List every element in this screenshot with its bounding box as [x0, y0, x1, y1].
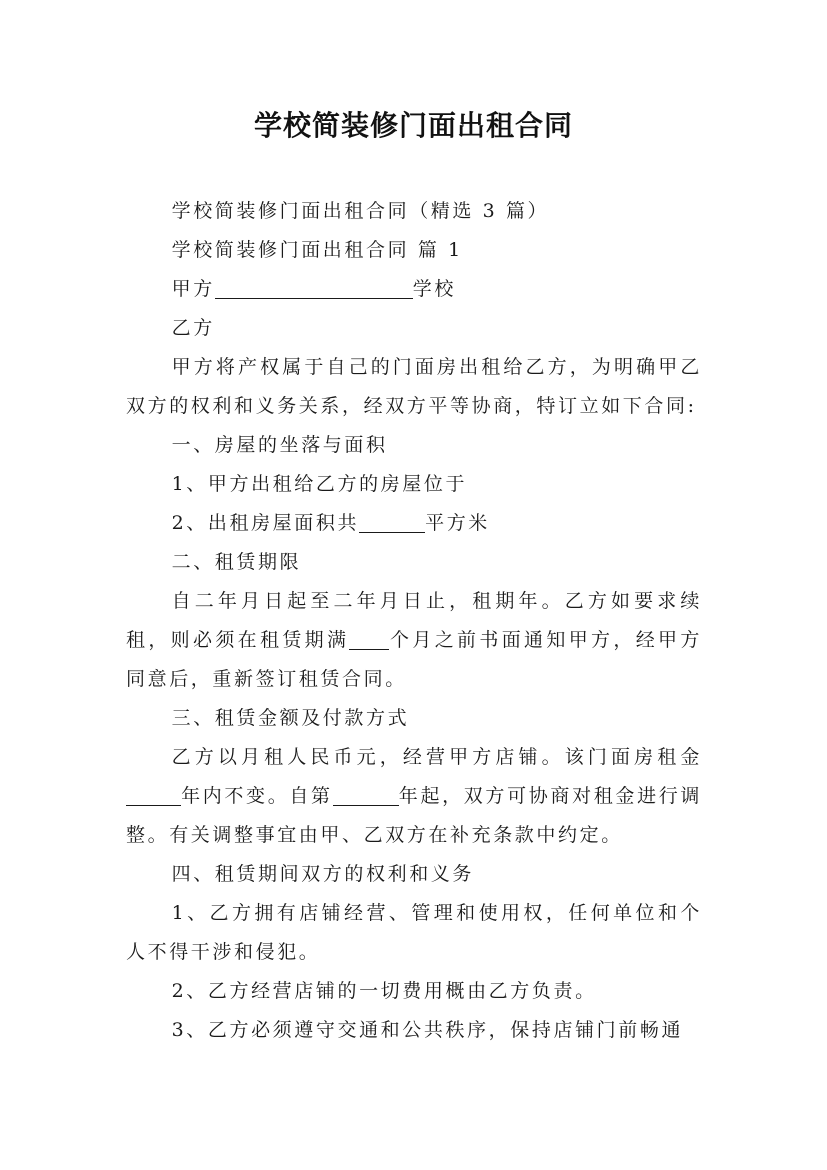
- section3-text-b: 年内不变。自第: [181, 785, 333, 807]
- section3-text-c: 年起，双方可协商对租金进行调整。有关调整事宜由甲、乙双方在补充条款中约定。: [126, 785, 703, 846]
- rent-years-blank: [126, 786, 181, 806]
- section-heading: 学校简装修门面出租合同 篇 1: [171, 239, 463, 261]
- section4-item3: 3、乙方必须遵守交通和公共秩序，保持店铺门前畅通: [171, 1019, 684, 1041]
- subtitle-paragraph: 学校简装修门面出租合同（精选 3 篇）: [171, 200, 550, 222]
- area-blank: [359, 513, 425, 533]
- party-a-suffix: 学校: [412, 278, 456, 300]
- section2-text-suffix: 个月之前书面通知甲方，经甲方同意后，重新签订租赁合同。: [126, 629, 702, 690]
- section3-paragraph: [126, 738, 702, 855]
- section2-text-prefix: 自二年月日起至二年月日止，租期年。乙方如要求续租，则必须在租赁期满: [126, 590, 702, 651]
- party-a-blank: [215, 279, 413, 299]
- section1-heading: 一、房屋的坐落与面积: [171, 434, 388, 456]
- section4-item2: 2、乙方经营店铺的一切费用概由乙方负责。: [171, 980, 597, 1002]
- section4-item1: 1、乙方拥有店铺经营、管理和使用权，任何单位和个人不得干涉和侵犯。: [126, 902, 702, 963]
- section1-item2-prefix: 2、出租房屋面积共: [171, 512, 360, 534]
- party-a-label: 甲方: [171, 278, 215, 300]
- section1-item1: 1、甲方出租给乙方的房屋位于: [171, 473, 468, 495]
- adjust-year-blank: [333, 786, 399, 806]
- section2-heading: 二、租赁期限: [171, 551, 302, 573]
- section1-item2-suffix: 平方米: [425, 512, 490, 534]
- section2-paragraph: [126, 582, 702, 699]
- months-blank: [349, 630, 389, 650]
- intro-paragraph: 甲方将产权属于自己的门面房出租给乙方，为明确甲乙双方的权利和义务关系，经双方平等协商，特订立如下合同:: [126, 356, 702, 417]
- section3-text-a: 乙方以月租人民币元，经营甲方店铺。该门面房租金: [171, 746, 702, 768]
- section1-item2: [126, 504, 702, 543]
- section3-heading: 三、租赁金额及付款方式: [171, 707, 410, 729]
- document-body: [126, 192, 702, 1050]
- section4-heading: 四、租赁期间双方的权利和义务: [171, 863, 474, 885]
- party-b-line: 乙方: [171, 317, 215, 339]
- party-a-line: [126, 270, 702, 309]
- document-title: 学校简装修门面出租合同: [253, 109, 573, 142]
